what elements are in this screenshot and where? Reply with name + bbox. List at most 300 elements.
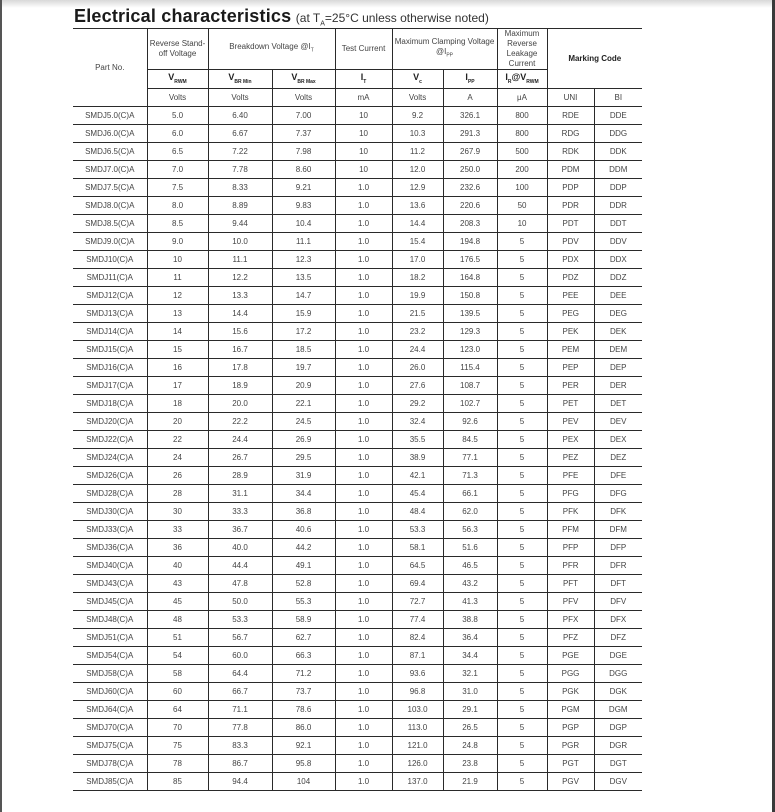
cell-ir: 5 xyxy=(497,557,547,575)
cell-mark-uni: PDX xyxy=(547,251,594,269)
cell-part-no: SMDJ15(C)A xyxy=(73,341,147,359)
cell-mark-uni: PDP xyxy=(547,179,594,197)
cell-ir: 5 xyxy=(497,665,547,683)
cell-ir: 5 xyxy=(497,359,547,377)
cell-it: 1.0 xyxy=(335,287,392,305)
table-row xyxy=(73,413,642,431)
cell-vrwm: 51 xyxy=(147,629,208,647)
cell-part-no: SMDJ14(C)A xyxy=(73,323,147,341)
table-row xyxy=(73,593,642,611)
cell-ipp: 84.5 xyxy=(443,431,497,449)
cell-vc: 26.0 xyxy=(392,359,443,377)
cell-part-no: SMDJ30(C)A xyxy=(73,503,147,521)
cell-vrwm: 48 xyxy=(147,611,208,629)
cell-vbr-min: 94.4 xyxy=(208,773,272,791)
cell-vc: 24.4 xyxy=(392,341,443,359)
cell-vc: 69.4 xyxy=(392,575,443,593)
table-row xyxy=(73,539,642,557)
cell-vrwm: 18 xyxy=(147,395,208,413)
cell-mark-bi: DFM xyxy=(594,521,642,539)
cell-ir: 5 xyxy=(497,647,547,665)
cell-vbr-min: 12.2 xyxy=(208,269,272,287)
cell-part-no: SMDJ54(C)A xyxy=(73,647,147,665)
cell-it: 1.0 xyxy=(335,719,392,737)
table-body xyxy=(73,107,642,791)
cell-mark-bi: DEX xyxy=(594,431,642,449)
cell-mark-bi: DGP xyxy=(594,719,642,737)
cell-ipp: 51.6 xyxy=(443,539,497,557)
cell-vbr-min: 71.1 xyxy=(208,701,272,719)
cell-vbr-min: 60.0 xyxy=(208,647,272,665)
cell-vbr-max: 86.0 xyxy=(272,719,335,737)
cell-ipp: 71.3 xyxy=(443,467,497,485)
unit-vbr-min: Volts xyxy=(208,89,272,107)
cell-it: 1.0 xyxy=(335,611,392,629)
cell-vbr-max: 29.5 xyxy=(272,449,335,467)
table-row xyxy=(73,611,642,629)
cell-vc: 14.4 xyxy=(392,215,443,233)
cell-vc: 13.6 xyxy=(392,197,443,215)
table-row xyxy=(73,341,642,359)
table-row xyxy=(73,125,642,143)
cell-vbr-min: 6.40 xyxy=(208,107,272,125)
cell-ir: 10 xyxy=(497,215,547,233)
cell-it: 1.0 xyxy=(335,593,392,611)
cell-ipp: 115.4 xyxy=(443,359,497,377)
cell-mark-bi: DEG xyxy=(594,305,642,323)
cell-ir: 5 xyxy=(497,503,547,521)
cell-it: 1.0 xyxy=(335,305,392,323)
cell-vc: 77.4 xyxy=(392,611,443,629)
cell-vbr-max: 71.2 xyxy=(272,665,335,683)
cell-it: 1.0 xyxy=(335,269,392,287)
cell-vbr-min: 77.8 xyxy=(208,719,272,737)
cell-it: 1.0 xyxy=(335,467,392,485)
table-row xyxy=(73,701,642,719)
cell-mark-uni: PDZ xyxy=(547,269,594,287)
cell-mark-bi: DDX xyxy=(594,251,642,269)
table-row xyxy=(73,359,642,377)
cell-ipp: 326.1 xyxy=(443,107,497,125)
cell-ir: 5 xyxy=(497,611,547,629)
cell-part-no: SMDJ7.0(C)A xyxy=(73,161,147,179)
header-part-no: Part No. xyxy=(73,29,147,107)
cell-part-no: SMDJ7.5(C)A xyxy=(73,179,147,197)
cell-part-no: SMDJ85(C)A xyxy=(73,773,147,791)
cell-part-no: SMDJ24(C)A xyxy=(73,449,147,467)
cell-ir: 5 xyxy=(497,287,547,305)
table-row xyxy=(73,485,642,503)
cell-vbr-min: 83.3 xyxy=(208,737,272,755)
cell-mark-uni: PGT xyxy=(547,755,594,773)
cell-it: 1.0 xyxy=(335,773,392,791)
cell-vc: 126.0 xyxy=(392,755,443,773)
symbol-ipp: $I_{PP}$ xyxy=(443,70,497,89)
table-row xyxy=(73,215,642,233)
cell-ir: 5 xyxy=(497,719,547,737)
unit-vc: Volts xyxy=(392,89,443,107)
cell-part-no: SMDJ36(C)A xyxy=(73,539,147,557)
header-leakage-current: Maximum Reverse Leakage Current xyxy=(497,29,547,70)
cell-vbr-min: 22.2 xyxy=(208,413,272,431)
symbol-vbr-max: $V_{BR Max}$ xyxy=(272,70,335,89)
cell-vrwm: 6.5 xyxy=(147,143,208,161)
cell-vbr-max: 9.83 xyxy=(272,197,335,215)
cell-mark-bi: DDK xyxy=(594,143,642,161)
cell-part-no: SMDJ13(C)A xyxy=(73,305,147,323)
cell-it: 1.0 xyxy=(335,665,392,683)
cell-vbr-min: 53.3 xyxy=(208,611,272,629)
cell-ipp: 176.5 xyxy=(443,251,497,269)
cell-part-no: SMDJ78(C)A xyxy=(73,755,147,773)
cell-it: 10 xyxy=(335,143,392,161)
cell-part-no: SMDJ6.0(C)A xyxy=(73,125,147,143)
cell-vc: 9.2 xyxy=(392,107,443,125)
cell-it: 1.0 xyxy=(335,215,392,233)
cell-mark-uni: PFM xyxy=(547,521,594,539)
cell-mark-bi: DGR xyxy=(594,737,642,755)
cell-vrwm: 16 xyxy=(147,359,208,377)
cell-it: 10 xyxy=(335,107,392,125)
cell-vbr-min: 17.8 xyxy=(208,359,272,377)
cell-vbr-min: 24.4 xyxy=(208,431,272,449)
cell-it: 1.0 xyxy=(335,341,392,359)
cell-part-no: SMDJ12(C)A xyxy=(73,287,147,305)
cell-vbr-max: 19.7 xyxy=(272,359,335,377)
cell-vrwm: 24 xyxy=(147,449,208,467)
cell-part-no: SMDJ6.5(C)A xyxy=(73,143,147,161)
table-row xyxy=(73,233,642,251)
cell-vbr-max: 95.8 xyxy=(272,755,335,773)
cell-ir: 5 xyxy=(497,593,547,611)
cell-ir: 500 xyxy=(497,143,547,161)
cell-mark-uni: PER xyxy=(547,377,594,395)
cell-vrwm: 36 xyxy=(147,539,208,557)
cell-vrwm: 70 xyxy=(147,719,208,737)
cell-mark-bi: DGG xyxy=(594,665,642,683)
cell-vrwm: 6.0 xyxy=(147,125,208,143)
table-row xyxy=(73,737,642,755)
cell-vbr-min: 10.0 xyxy=(208,233,272,251)
table-row xyxy=(73,377,642,395)
cell-mark-uni: PFK xyxy=(547,503,594,521)
cell-mark-uni: PEV xyxy=(547,413,594,431)
table-row xyxy=(73,503,642,521)
cell-vc: 64.5 xyxy=(392,557,443,575)
header-uni: UNI xyxy=(547,89,594,107)
cell-ipp: 164.8 xyxy=(443,269,497,287)
cell-part-no: SMDJ26(C)A xyxy=(73,467,147,485)
cell-mark-uni: PFE xyxy=(547,467,594,485)
cell-it: 1.0 xyxy=(335,323,392,341)
cell-vbr-max: 36.8 xyxy=(272,503,335,521)
cell-vc: 15.4 xyxy=(392,233,443,251)
cell-vbr-min: 36.7 xyxy=(208,521,272,539)
cell-vrwm: 5.0 xyxy=(147,107,208,125)
cell-mark-uni: PDM xyxy=(547,161,594,179)
cell-ipp: 267.9 xyxy=(443,143,497,161)
cell-part-no: SMDJ43(C)A xyxy=(73,575,147,593)
cell-part-no: SMDJ40(C)A xyxy=(73,557,147,575)
cell-mark-bi: DFK xyxy=(594,503,642,521)
header-bi: BI xyxy=(594,89,642,107)
cell-mark-bi: DFZ xyxy=(594,629,642,647)
cell-vbr-min: 44.4 xyxy=(208,557,272,575)
cell-vrwm: 11 xyxy=(147,269,208,287)
cell-vbr-max: 14.7 xyxy=(272,287,335,305)
cell-mark-bi: DEK xyxy=(594,323,642,341)
cell-part-no: SMDJ33(C)A xyxy=(73,521,147,539)
cell-vbr-max: 55.3 xyxy=(272,593,335,611)
cell-vbr-max: 92.1 xyxy=(272,737,335,755)
cell-mark-uni: PDT xyxy=(547,215,594,233)
cell-vrwm: 8.0 xyxy=(147,197,208,215)
unit-ir: μA xyxy=(497,89,547,107)
cell-vbr-min: 14.4 xyxy=(208,305,272,323)
cell-vc: 113.0 xyxy=(392,719,443,737)
cell-vrwm: 40 xyxy=(147,557,208,575)
cell-ir: 5 xyxy=(497,755,547,773)
cell-it: 1.0 xyxy=(335,737,392,755)
cell-it: 1.0 xyxy=(335,413,392,431)
cell-mark-uni: PFG xyxy=(547,485,594,503)
cell-part-no: SMDJ75(C)A xyxy=(73,737,147,755)
table-row xyxy=(73,521,642,539)
cell-mark-uni: PET xyxy=(547,395,594,413)
table-row xyxy=(73,629,642,647)
cell-vrwm: 17 xyxy=(147,377,208,395)
cell-vrwm: 43 xyxy=(147,575,208,593)
cell-vbr-min: 56.7 xyxy=(208,629,272,647)
cell-mark-uni: PGP xyxy=(547,719,594,737)
cell-vbr-min: 15.6 xyxy=(208,323,272,341)
cell-vbr-max: 11.1 xyxy=(272,233,335,251)
header-breakdown-voltage: Breakdown Voltage $@I_T$ xyxy=(208,29,335,70)
cell-vbr-max: 49.1 xyxy=(272,557,335,575)
cell-ir: 5 xyxy=(497,539,547,557)
cell-vrwm: 26 xyxy=(147,467,208,485)
cell-vbr-max: 34.4 xyxy=(272,485,335,503)
cell-it: 1.0 xyxy=(335,197,392,215)
cell-mark-uni: PFX xyxy=(547,611,594,629)
cell-it: 1.0 xyxy=(335,395,392,413)
cell-it: 1.0 xyxy=(335,359,392,377)
cell-vrwm: 64 xyxy=(147,701,208,719)
cell-vc: 35.5 xyxy=(392,431,443,449)
cell-vc: 121.0 xyxy=(392,737,443,755)
cell-part-no: SMDJ8.0(C)A xyxy=(73,197,147,215)
section-title-note: (at $T_A=25^\circ C$ unless otherwise noted) xyxy=(295,11,489,28)
electrical-characteristics-table xyxy=(73,28,642,791)
cell-vc: 58.1 xyxy=(392,539,443,557)
cell-vbr-max: 9.21 xyxy=(272,179,335,197)
cell-vc: 82.4 xyxy=(392,629,443,647)
cell-mark-uni: PFP xyxy=(547,539,594,557)
cell-vbr-max: 24.5 xyxy=(272,413,335,431)
cell-vbr-max: 18.5 xyxy=(272,341,335,359)
cell-vrwm: 20 xyxy=(147,413,208,431)
cell-vc: 32.4 xyxy=(392,413,443,431)
cell-ipp: 291.3 xyxy=(443,125,497,143)
cell-part-no: SMDJ22(C)A xyxy=(73,431,147,449)
table-row xyxy=(73,287,642,305)
cell-vbr-min: 20.0 xyxy=(208,395,272,413)
table-row xyxy=(73,143,642,161)
cell-ir: 5 xyxy=(497,575,547,593)
cell-mark-bi: DEM xyxy=(594,341,642,359)
cell-vbr-min: 40.0 xyxy=(208,539,272,557)
table-row xyxy=(73,431,642,449)
symbol-vc: $V_c$ xyxy=(392,70,443,89)
cell-ipp: 21.9 xyxy=(443,773,497,791)
cell-mark-uni: PFZ xyxy=(547,629,594,647)
section-title xyxy=(74,6,489,27)
cell-vrwm: 78 xyxy=(147,755,208,773)
cell-mark-bi: DFE xyxy=(594,467,642,485)
cell-vbr-min: 86.7 xyxy=(208,755,272,773)
cell-vc: 48.4 xyxy=(392,503,443,521)
table-row xyxy=(73,449,642,467)
cell-vbr-min: 8.89 xyxy=(208,197,272,215)
cell-ir: 5 xyxy=(497,449,547,467)
cell-mark-bi: DGT xyxy=(594,755,642,773)
cell-ipp: 36.4 xyxy=(443,629,497,647)
cell-vc: 53.3 xyxy=(392,521,443,539)
cell-it: 1.0 xyxy=(335,701,392,719)
table-row xyxy=(73,683,642,701)
cell-vc: 38.9 xyxy=(392,449,443,467)
table-row xyxy=(73,395,642,413)
cell-mark-bi: DDR xyxy=(594,197,642,215)
cell-ipp: 24.8 xyxy=(443,737,497,755)
page-left-edge xyxy=(0,0,2,812)
cell-mark-uni: RDG xyxy=(547,125,594,143)
cell-vc: 12.0 xyxy=(392,161,443,179)
cell-vc: 137.0 xyxy=(392,773,443,791)
cell-vrwm: 85 xyxy=(147,773,208,791)
cell-mark-bi: DEZ xyxy=(594,449,642,467)
cell-vbr-min: 13.3 xyxy=(208,287,272,305)
cell-vbr-max: 52.8 xyxy=(272,575,335,593)
unit-vrwm: Volts xyxy=(147,89,208,107)
cell-vc: 18.2 xyxy=(392,269,443,287)
cell-vc: 42.1 xyxy=(392,467,443,485)
cell-vbr-min: 8.33 xyxy=(208,179,272,197)
cell-vrwm: 9.0 xyxy=(147,233,208,251)
cell-mark-bi: DDE xyxy=(594,107,642,125)
cell-mark-uni: PGK xyxy=(547,683,594,701)
cell-part-no: SMDJ18(C)A xyxy=(73,395,147,413)
cell-vc: 21.5 xyxy=(392,305,443,323)
cell-vbr-min: 47.8 xyxy=(208,575,272,593)
cell-ir: 5 xyxy=(497,629,547,647)
cell-vrwm: 13 xyxy=(147,305,208,323)
cell-vrwm: 28 xyxy=(147,485,208,503)
table-row xyxy=(73,557,642,575)
cell-it: 1.0 xyxy=(335,629,392,647)
cell-vbr-max: 26.9 xyxy=(272,431,335,449)
cell-mark-uni: PEE xyxy=(547,287,594,305)
symbol-it: $I_T$ xyxy=(335,70,392,89)
cell-mark-bi: DDZ xyxy=(594,269,642,287)
cell-part-no: SMDJ48(C)A xyxy=(73,611,147,629)
cell-vrwm: 7.0 xyxy=(147,161,208,179)
cell-vbr-min: 7.78 xyxy=(208,161,272,179)
cell-vrwm: 10 xyxy=(147,251,208,269)
cell-vbr-min: 28.9 xyxy=(208,467,272,485)
cell-vbr-max: 78.6 xyxy=(272,701,335,719)
cell-mark-bi: DDM xyxy=(594,161,642,179)
cell-vc: 23.2 xyxy=(392,323,443,341)
cell-vrwm: 15 xyxy=(147,341,208,359)
cell-mark-bi: DFG xyxy=(594,485,642,503)
cell-it: 1.0 xyxy=(335,377,392,395)
cell-part-no: SMDJ8.5(C)A xyxy=(73,215,147,233)
cell-mark-bi: DER xyxy=(594,377,642,395)
cell-vc: 72.7 xyxy=(392,593,443,611)
cell-vbr-min: 66.7 xyxy=(208,683,272,701)
cell-ir: 800 xyxy=(497,107,547,125)
cell-vbr-min: 26.7 xyxy=(208,449,272,467)
cell-it: 1.0 xyxy=(335,521,392,539)
cell-vbr-max: 58.9 xyxy=(272,611,335,629)
unit-ipp: A xyxy=(443,89,497,107)
cell-mark-bi: DFP xyxy=(594,539,642,557)
cell-vrwm: 7.5 xyxy=(147,179,208,197)
cell-vbr-min: 33.3 xyxy=(208,503,272,521)
cell-mark-bi: DFV xyxy=(594,593,642,611)
cell-vc: 12.9 xyxy=(392,179,443,197)
cell-mark-bi: DEV xyxy=(594,413,642,431)
cell-mark-uni: PEX xyxy=(547,431,594,449)
cell-mark-uni: PGE xyxy=(547,647,594,665)
cell-vc: 17.0 xyxy=(392,251,443,269)
cell-ipp: 194.8 xyxy=(443,233,497,251)
table-row xyxy=(73,755,642,773)
cell-ir: 5 xyxy=(497,341,547,359)
cell-ipp: 102.7 xyxy=(443,395,497,413)
cell-vrwm: 12 xyxy=(147,287,208,305)
cell-vbr-max: 15.9 xyxy=(272,305,335,323)
cell-ipp: 23.8 xyxy=(443,755,497,773)
cell-vbr-max: 10.4 xyxy=(272,215,335,233)
cell-it: 1.0 xyxy=(335,233,392,251)
cell-ir: 5 xyxy=(497,773,547,791)
cell-vc: 96.8 xyxy=(392,683,443,701)
cell-mark-uni: PEK xyxy=(547,323,594,341)
cell-ir: 100 xyxy=(497,179,547,197)
cell-part-no: SMDJ10(C)A xyxy=(73,251,147,269)
cell-mark-uni: PEZ xyxy=(547,449,594,467)
cell-it: 1.0 xyxy=(335,557,392,575)
cell-part-no: SMDJ20(C)A xyxy=(73,413,147,431)
cell-mark-uni: PEG xyxy=(547,305,594,323)
unit-it: mA xyxy=(335,89,392,107)
symbol-ir-at-vrwm: $I_R@V_{RWM}$ xyxy=(497,70,547,89)
cell-part-no: SMDJ9.0(C)A xyxy=(73,233,147,251)
cell-vbr-min: 64.4 xyxy=(208,665,272,683)
cell-vbr-max: 104 xyxy=(272,773,335,791)
cell-mark-uni: PFR xyxy=(547,557,594,575)
cell-ipp: 123.0 xyxy=(443,341,497,359)
cell-ir: 5 xyxy=(497,467,547,485)
cell-mark-uni: PGR xyxy=(547,737,594,755)
cell-mark-bi: DDT xyxy=(594,215,642,233)
cell-mark-uni: PDV xyxy=(547,233,594,251)
header-test-current: Test Current xyxy=(335,29,392,70)
table-row xyxy=(73,665,642,683)
cell-part-no: SMDJ11(C)A xyxy=(73,269,147,287)
